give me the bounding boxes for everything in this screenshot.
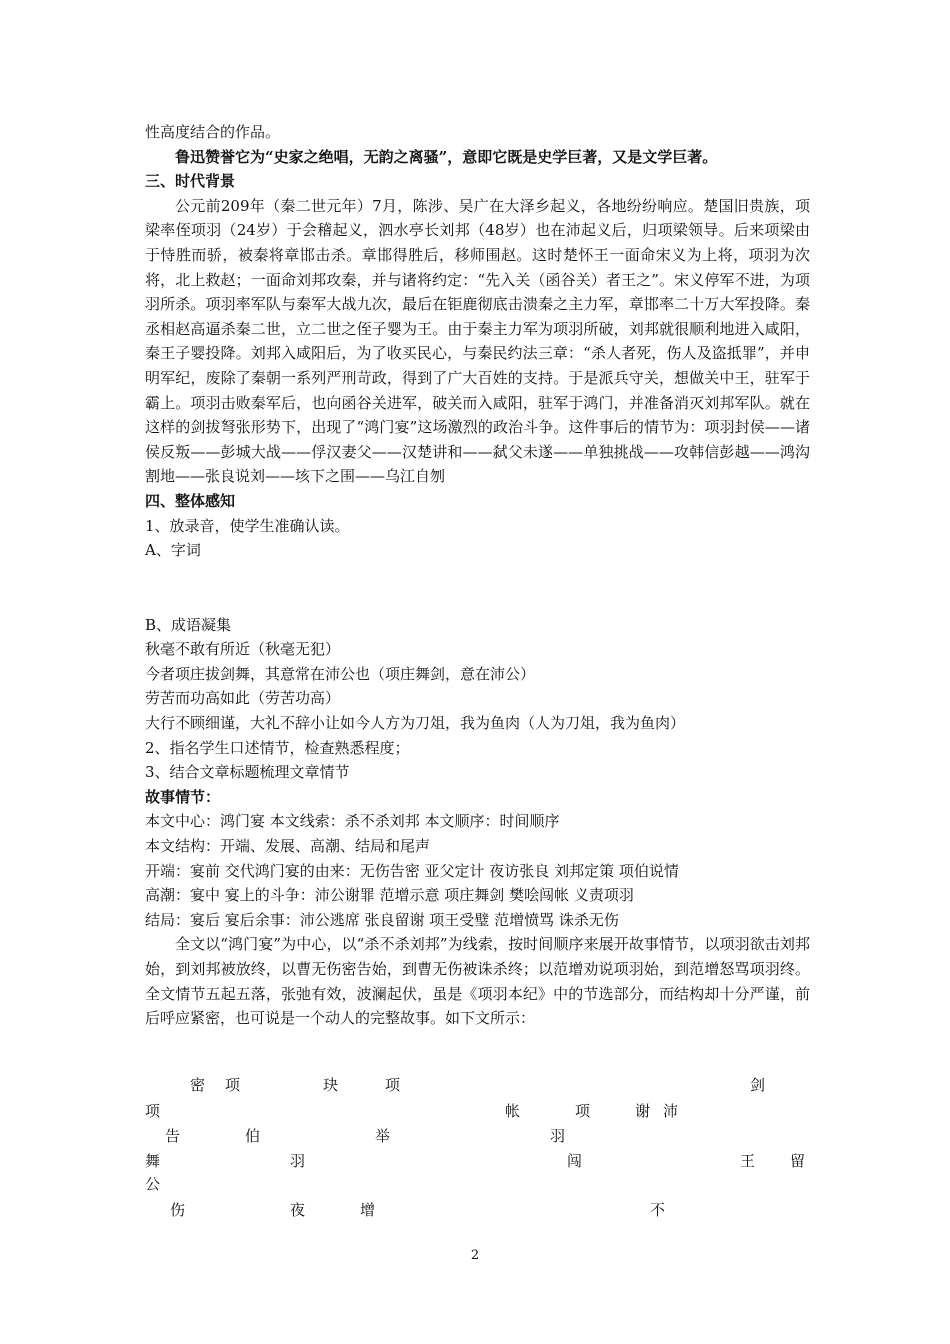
text-line: 今者项庄拔剑舞，其意常在沛公也（项庄舞剑，意在沛公）	[145, 664, 536, 683]
diagram-char: 沛	[663, 1102, 679, 1120]
text-line: A、字词	[145, 541, 201, 560]
summary-paragraph: 全文以“鸿门宴”为中心，以“杀不杀刘邦”为线索，按时间顺序来展开故事情节，以项羽欲击刘邦始，到刘邦被放终，以曹无伤密告始，到曹无伤被诛杀终；以范增劝说项羽始，到范增怒骂项羽终。全文情节五起五落，张弛有效，波澜起伏，虽是《项羽本纪》中的节选部分，而结构却十分严谨，前后呼应紧密，也可说是一个动人的完整故事。如下文所示：	[145, 935, 810, 1028]
diagram-char: 剑	[750, 1076, 766, 1094]
diagram-char: 告	[165, 1127, 181, 1145]
diagram-char: 项	[145, 1102, 161, 1120]
text-line: 3、结合文章标题梳理文章情节	[145, 763, 350, 782]
text-line: 鲁迅赞誉它为“史家之绝唱，无韵之离骚”，意即它既是史学巨著，又是文学巨著。	[175, 147, 718, 166]
text-line: 大行不顾细谨，大礼不辞小让如今人方为刀俎，我为鱼肉（人为刀俎，我为鱼肉）	[145, 714, 686, 733]
diagram-char: 舞	[145, 1152, 161, 1170]
text-line: 故事情节：	[145, 787, 221, 806]
text-line: 本文结构：开端、发展、高潮、结局和尾声	[145, 837, 431, 856]
text-line: 劳苦而功高如此（劳苦功高）	[145, 689, 341, 708]
text-line: 秋毫不敢有所近（秋毫无犯）	[145, 640, 341, 659]
text-line: 三、时代背景	[145, 172, 236, 191]
blank-space	[145, 563, 810, 613]
text-line: 1、放录音，使学生准确认读。	[145, 516, 350, 535]
diagram-char: 项	[385, 1076, 401, 1094]
text-line: 四、整体感知	[145, 491, 236, 510]
text-line: 高潮：宴中 宴上的斗争：沛公谢罪 范增示意 项庄舞剑 樊哙闯帐 义责项羽	[145, 886, 634, 905]
diagram-char: 伯	[245, 1127, 261, 1145]
diagram-char: 留	[790, 1152, 806, 1170]
text-line: 性高度结合的作品。	[145, 123, 281, 141]
mid-lines	[145, 489, 810, 563]
text-line: 本文中心：鸿门宴 本文线索：杀不杀刘邦 本文顺序：时间顺序	[145, 812, 560, 831]
diagram-char: 谢	[635, 1102, 651, 1120]
background-paragraph: 公元前209年（秦二世元年）7月，陈涉、吴广在大泽乡起义，各地纷纷响应。楚国旧贵族，项梁率侄项羽（24岁）于会稽起义，泗水亭长刘邦（48岁）也在沛起义后，归项梁领导。后来项梁由于恃胜而骄，被秦将章邯击杀。章邯得胜后，移师围赵。这时楚怀王一面命宋义为上将，项羽为次将，北上救赵；一面命刘邦攻秦，并与诸将约定：“先入关（函谷关）者王之”。宋义停军不进，为项羽所杀。项羽率军队与秦军大战九次，最后在钜鹿彻底击溃秦之主力军，章邯率二十万大军投降。秦丞相赵高逼杀秦二世，立二世之侄子婴为王。由于秦主力军为项羽所破，刘邦就很顺利地进入咸阳，秦王子婴投降。刘邦入咸阳后，为了收买民心，与秦民约法三章：“杀人者死，伤人及盗抵罪”，并申明军纪，废除了秦朝一系列严刑苛政，得到了广大百姓的支持。于是派兵守关，想做关中王，驻军于霸上。项羽击败秦军后，也向函谷关进军，破关而入咸阳，驻军于鸿门，并准备消灭刘邦军队。就在这样的剑拔弩张形势下，出现了“鸿门宴”这场激烈的政治斗争。这件事后的情节为：项羽封侯——诸侯反叛——彭城大战——俘汉妻父——汉楚讲和——弑父未遂——单独挑战——攻韩信彭越——鸿沟割地——张良说刘——垓下之围——乌江自刎	[145, 196, 810, 486]
idiom-and-plot-lines	[145, 613, 810, 933]
diagram-char: 羽	[290, 1152, 306, 1170]
text-line: B、成语凝集	[145, 615, 232, 634]
page-number: 2	[470, 1248, 480, 1263]
text-line: 结局：宴后 宴后余事：沛公逃席 张良留谢 项王受璧 范增愤骂 诛杀无伤	[145, 910, 619, 929]
diagram-char: 羽	[550, 1127, 566, 1145]
top-lines	[145, 120, 810, 194]
diagram-char: 帐	[505, 1102, 521, 1120]
text-line: 开端：宴前 交代鸿门宴的由来：无伤告密 亚父定计 夜访张良 刘邦定策 项伯说情	[145, 861, 679, 880]
document-body	[145, 120, 810, 1031]
diagram-char: 夜	[290, 1201, 306, 1219]
diagram-char: 公	[145, 1175, 161, 1193]
plot-diagram	[145, 1072, 810, 1222]
text-line: 2、指名学生口述情节，检查熟悉程度；	[145, 738, 410, 757]
diagram-char: 增	[360, 1201, 376, 1219]
diagram-char: 闯	[567, 1152, 583, 1170]
diagram-char: 王	[740, 1152, 756, 1170]
diagram-char: 玦	[323, 1076, 339, 1094]
diagram-char: 项	[575, 1102, 591, 1120]
diagram-char: 举	[375, 1127, 391, 1145]
diagram-char: 密	[190, 1076, 206, 1094]
diagram-char: 项	[225, 1076, 241, 1094]
diagram-char: 伤	[170, 1201, 186, 1219]
diagram-char: 不	[650, 1201, 666, 1219]
